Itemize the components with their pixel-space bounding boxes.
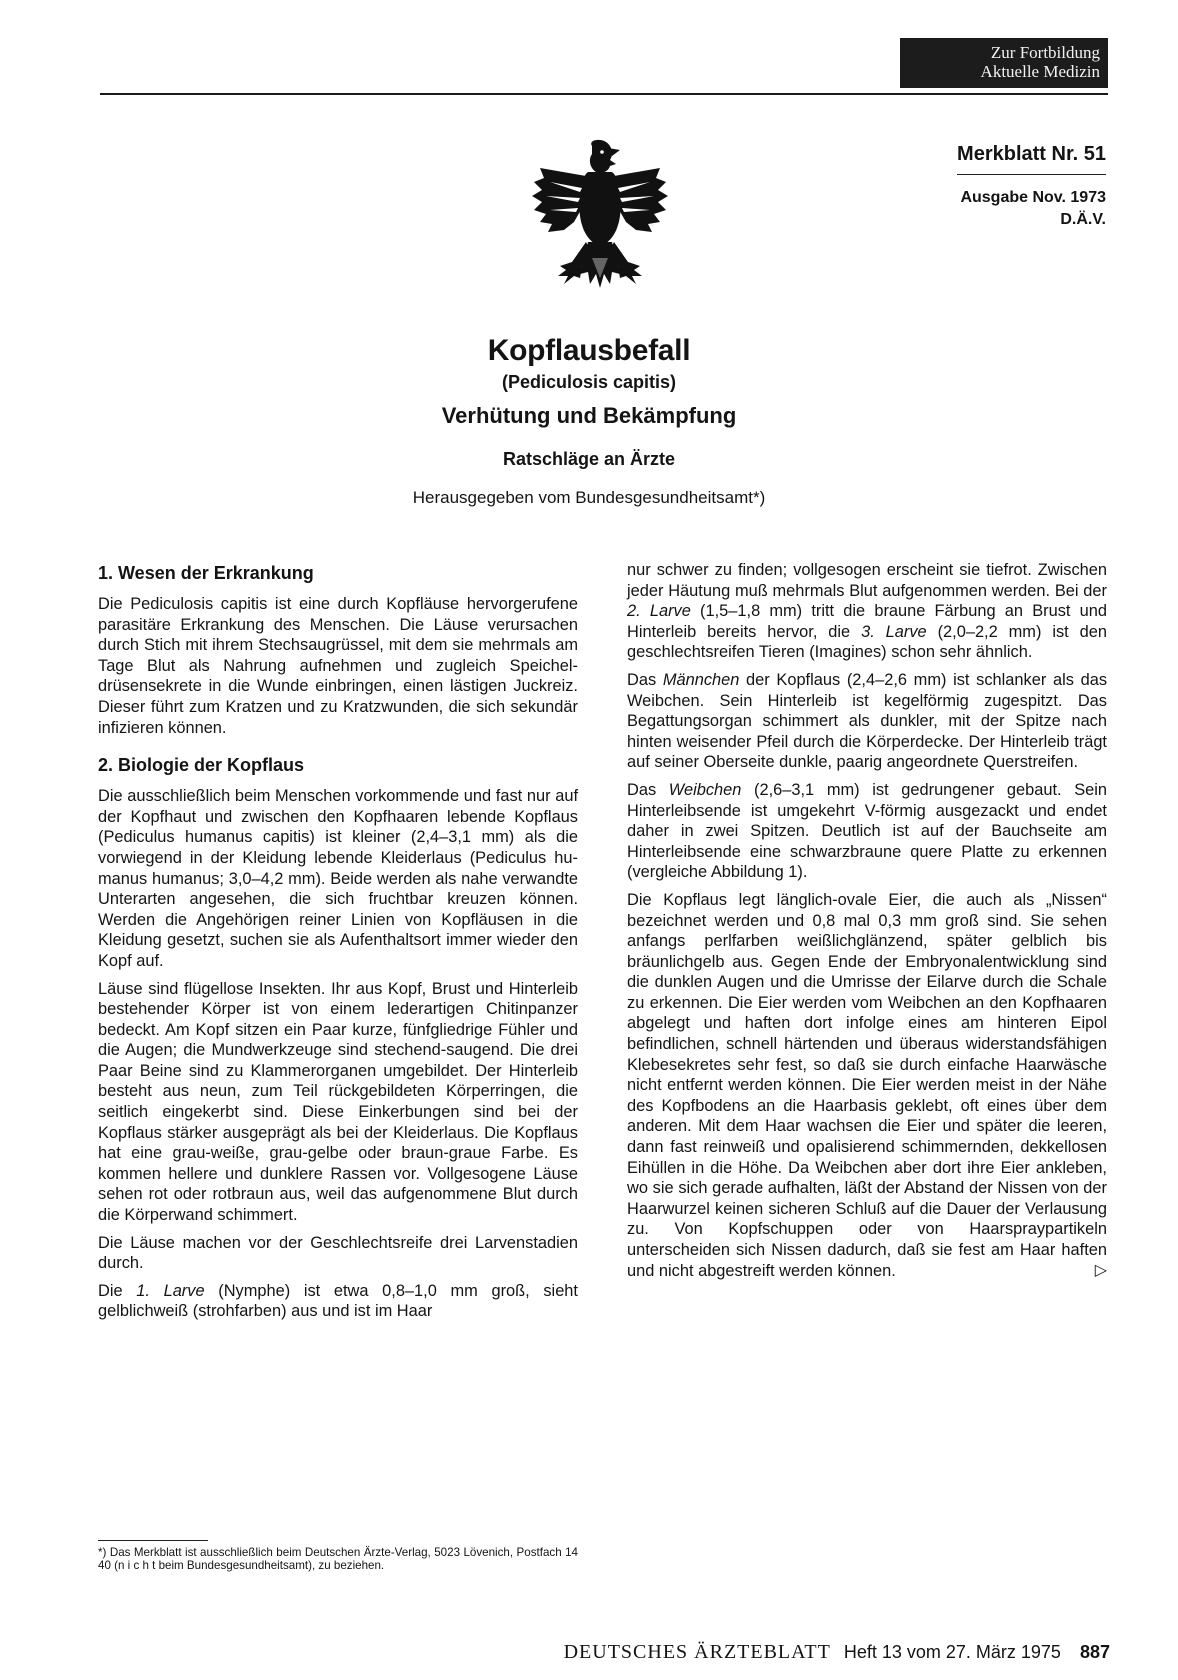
page-title: Kopflausbefall — [487, 334, 691, 367]
text-run: Die Kopflaus legt länglich-ovale Eier, die auch als „Nissen“ bezeichnet werden und 0,8 mal 0,3 mm groß sind. Sie sehen anfangs perlfarben weißlichglänzend, später gelblich bis bräunlichgelb aus. Gegen Ende der Embryonalentwicklung sind die dunklen Augen und die Umrisse der Eilarve durch die Schale zu erkennen. Die Eier werden vom Weibchen an den Kopfhaaren abgelegt und haften dort infolge eines am hinteren Eipol befindlichen, schnell härtenden und überaus widerstandsfähigen Klebesekretes sehr fest, so daß sie durch einfache Haarwäsche nicht entfernt werden können. Die Eier werden meist in der Nähe des Kopfbodens an die Haarbasis geklebt, oft eines über dem anderen. Mit dem Haar wachsen die Eier und später die leeren, dann fast reinweiß und opalisierend schimmernden, dekkellosen Eihüllen in die Höhe. Da Weibchen aber dort ihre Eier ankleben, wo sie sich gerade aufhalten, läßt der Abstand der Nissen von der Haarwurzel keinen sicheren Schluß auf die Dauer der Verlausung zu. Von Kopfschuppen oder von Haarspraypartikeln unterscheiden sich Nissen dadurch, daß sie fest am Haar haften und nicht abgestreift werden können. — [627, 890, 1107, 1280]
federal-eagle-icon — [530, 138, 670, 310]
paragraph — [627, 670, 1107, 773]
text-run: (2,0–2,2 mm) ist den geschlechtsreifen Tieren (Imagines) schon sehr ähnlich. — [627, 622, 1107, 662]
footnote — [98, 1546, 578, 1572]
emphasis: 3. Larve — [861, 622, 927, 641]
paragraph: Die ausschließlich beim Menschen vorkommende und fast nur auf der Kopfhaut und zwischen den Kopfhaaren lebende Kopflaus (Pediculus humanus capitis) ist kleiner (2,4–3,1 mm) als die vorwiegend in der Kleidung lebende Kleiderlaus (Pediculus humanus humanus; 3,0–4,2 mm). Beide werden als nahe verwandte Unterarten angesehen, die sich fruchtbar kreuzen können. Werden die Angehörigen reiner Linien von Kopfläusen in die Kleidung gesetzt, suchen sie als Aufenthaltsort immer wieder den Kopf auf. — [98, 787, 578, 970]
paragraph — [627, 560, 1107, 663]
paragraph — [627, 780, 1107, 883]
emphasis: Weibchen — [668, 780, 742, 799]
latin-name: (Pediculosis capitis) — [501, 372, 677, 392]
text-run: beim Bundesgesundheitsamt), zu beziehen. — [155, 1559, 385, 1572]
leaflet-edition: Ausgabe Nov. 1973 — [960, 189, 1106, 206]
text-run: der Kopflaus (2,4–2,6 mm) ist schlanker als das Weibchen. Sein Hinterleib ist kegelförmig zugespitzt. Das Begattungsorgan schimmert als dunkler, mit der Spitze nach hinten weisender Pfeil durch die Körperdecke. Der Hinterleib trägt auf seiner Oberseite dunkle, paarig angeordnete Querstreifen. — [627, 670, 1108, 772]
section-heading-1: 1. Wesen der Erkrankung — [98, 563, 314, 583]
paragraph — [98, 1281, 578, 1322]
text-run: Das — [627, 780, 669, 799]
right-column — [627, 560, 1107, 1288]
left-column — [98, 562, 578, 1329]
paragraph: Läuse sind flügellose Insekten. Ihr aus Kopf, Brust und Hinterleib bestehender Körper ist von einem lederartigen Chitinpanzer bedeckt. Am Kopf sitzen ein Paar kurze, fünfgliedrige Fühler und die Augen; die Mundwerkzeuge sind stechend-saugend. Die drei Paar Beine sind zu Klammerorganen umgebildet. Der Hinterleib besteht aus neun, zum Teil rückgebildeten Körperringen, die seitlich eingekerbt sind. Diese Einkerbungen sind bei der Kopflaus stärker ausgeprägt als bei der Kleiderlaus. Die Kopflaus hat eine grau-weiße, grau-gelbe oder braun-graue Farbe. Es kommen hellere und dunklere Rassen vor. Vollgesogene Läuse sehen rot oder rotbraun aus, weil das aufgenommene Blut durch die Körperwand schimmert. — [98, 979, 578, 1225]
text-run: nur schwer zu finden; vollgesogen erscheint sie tiefrot. Zwischen jeder Häutung muß mehrmals Blut aufgenommen werden. Bei der — [627, 561, 1107, 600]
section-heading-2: 2. Biologie der Kopflaus — [98, 755, 305, 776]
leaflet-number: Merkblatt Nr. 51 — [957, 143, 1106, 175]
journal-name: DEUTSCHES ÄRZTEBLATT — [563, 1641, 831, 1663]
paragraph: Die Läuse machen vor der Geschlechtsreife drei Larvenstadien durch. — [98, 1233, 578, 1273]
paragraph — [627, 890, 1107, 1281]
text-run: Die — [98, 1281, 137, 1300]
banner-line-1: Zur Fortbildung — [990, 43, 1100, 62]
audience-line: Ratschläge an Ärzte — [502, 449, 676, 469]
text-run: *) Das Merkblatt ist ausschließlich beim Deutschen Ärzte-Verlag, 5023 Lövenich, Postfach 14 40 ( — [98, 1546, 578, 1572]
leaflet-organization: D.Ä.V. — [1060, 211, 1106, 228]
banner-line-2: Aktuelle Medizin — [980, 62, 1100, 81]
page-subtitle: Verhütung und Bekämpfung — [441, 403, 737, 428]
leaflet-info — [957, 143, 1106, 229]
continue-arrow-icon: ▷ — [1094, 1261, 1107, 1279]
page-footer — [564, 1641, 1110, 1664]
paragraph: Die Pediculosis capitis ist eine durch Kopfläuse hervorgerufene parasitäre Erkrankung des Menschen. Die Läuse verursachen durch Stich mit ihrem Stechsaugrüssel, mit dem sie mehrmals am Tage Blut als Nahrung aufnehmen und zugleich Speicheldrüsensekrete in die Wunde einbringen, einen lästigen Juckreiz. Dieser führt zum Kratzen und zu Kratzwunden, die sich sekundär infizieren können. — [98, 595, 578, 737]
footnote-rule — [98, 1540, 208, 1541]
emphasis: n i c h t — [117, 1559, 156, 1572]
header-rule — [100, 93, 1108, 95]
page-number: 887 — [1079, 1642, 1110, 1662]
text-run: Das — [627, 670, 663, 689]
text-run: (2,6–3,1 mm) ist gedrungener gebaut. Sein Hinterleibsende ist umgekehrt V-förmig ausgezackt und endet daher in zwei Spitzen. Deutlich ist auf der Bauchseite am Hinterleibsende eine schwarzbraune quere Platte zu erkennen (vergleiche Abbildung 1). — [627, 780, 1107, 882]
text-run: (1,5–1,8 mm) tritt die braune Färbung an Brust und Hinterleib bereits hervor, die — [627, 602, 1107, 641]
emphasis: 2. Larve — [627, 602, 691, 621]
publisher-line: Herausgegeben vom Bundesgesundheitsamt*) — [412, 488, 766, 507]
emphasis: Männchen — [662, 670, 740, 689]
issue-info: Heft 13 vom 27. März 1975 — [843, 1642, 1061, 1662]
section-banner — [900, 38, 1108, 88]
emphasis: 1. Larve — [136, 1281, 205, 1300]
title-block — [0, 334, 1178, 508]
text-run: (Nymphe) ist etwa 0,8–1,0 mm groß, sieht gelblichweiß (strohfarben) aus und ist im Haar — [98, 1281, 578, 1321]
